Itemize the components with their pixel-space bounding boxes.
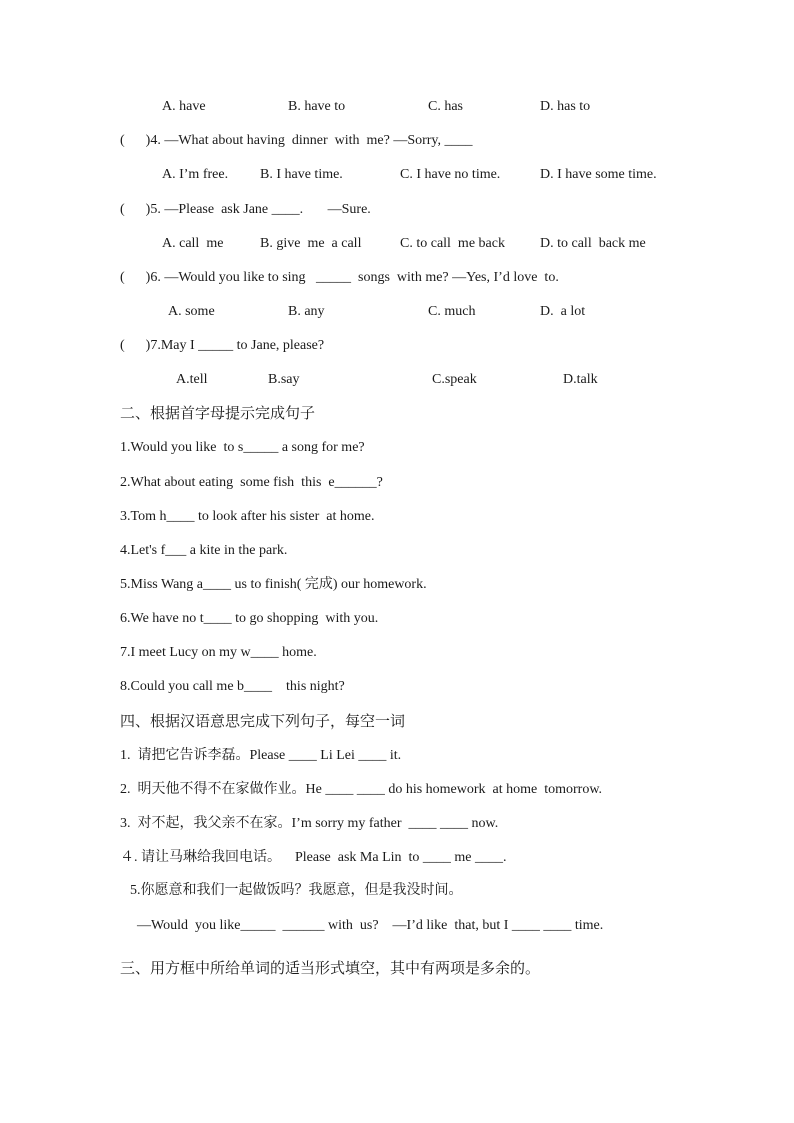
section4-item-5-english: —Would you like_____ ______ with us? —I’d like that, but I ____ ____ time. bbox=[137, 918, 604, 933]
q7-option-a: A.tell bbox=[176, 372, 208, 387]
section4-item-5: 5.你愿意和我们一起做饭吗？我愿意，但是我没时间。 bbox=[130, 883, 463, 898]
section2-title: 二、根据首字母提示完成句子 bbox=[120, 404, 316, 422]
section4-item-4: ４. 请让马琳给我回电话。 Please ask Ma Lin to ____ me ____. bbox=[120, 850, 507, 865]
q6-option-b: B. any bbox=[288, 304, 325, 319]
q5-option-a: A. call me bbox=[162, 236, 224, 251]
q3-option-a: A. have bbox=[162, 99, 206, 114]
section2-item-2: 2.What about eating some fish this e______? bbox=[120, 475, 383, 490]
section2-item-4: 4.Let's f___ a kite in the park. bbox=[120, 543, 288, 558]
section4-item-2: 2. 明天他不得不在家做作业。He ____ ____ do his homework at home tomorrow. bbox=[120, 782, 603, 797]
section4-item-3: 3. 对不起，我父亲不在家。I’m sorry my father ____ ____ now. bbox=[120, 816, 499, 831]
q6-option-c: C. much bbox=[428, 304, 476, 319]
q6-option-a: A. some bbox=[168, 304, 215, 319]
q3-option-d: D. has to bbox=[540, 99, 591, 114]
q6-option-d: D. a lot bbox=[540, 304, 586, 319]
q3-option-b: B. have to bbox=[288, 99, 346, 114]
q4-option-a: A. I’m free. bbox=[162, 167, 229, 182]
section4-item-1: 1. 请把它告诉李磊。Please ____ Li Lei ____ it. bbox=[120, 748, 402, 763]
q4-stem: ( )4. —What about having dinner with me? —Sorry, ____ bbox=[120, 133, 473, 148]
q7-option-c: C.speak bbox=[432, 372, 477, 387]
section2-item-6: 6.We have no t____ to go shopping with you. bbox=[120, 611, 379, 626]
q4-option-c: C. I have no time. bbox=[400, 167, 501, 182]
q3-option-c: C. has bbox=[428, 99, 463, 114]
section3-title: 三、用方框中所给单词的适当形式填空，其中有两项是多余的。 bbox=[120, 959, 541, 977]
q4-option-b: B. I have time. bbox=[260, 167, 343, 182]
q5-option-d: D. to call back me bbox=[540, 236, 646, 251]
q7-stem: ( )7.May I _____ to Jane, please? bbox=[120, 338, 325, 353]
section2-item-1: 1.Would you like to s_____ a song for me? bbox=[120, 440, 365, 455]
q5-option-b: B. give me a call bbox=[260, 236, 362, 251]
section4-title: 四、根据汉语意思完成下列句子，每空一词 bbox=[120, 712, 406, 730]
q4-option-d: D. I have some time. bbox=[540, 167, 657, 182]
q7-option-b: B.say bbox=[268, 372, 300, 387]
q7-option-d: D.talk bbox=[563, 372, 598, 387]
section2-item-8: 8.Could you call me b____ this night? bbox=[120, 679, 345, 694]
section2-item-7: 7.I meet Lucy on my w____ home. bbox=[120, 645, 317, 660]
section2-item-5: 5.Miss Wang a____ us to finish( 完成) our homework. bbox=[120, 577, 427, 592]
q6-stem: ( )6. —Would you like to sing _____ songs with me? —Yes, I’d love to. bbox=[120, 270, 559, 285]
q5-option-c: C. to call me back bbox=[400, 236, 505, 251]
section2-item-3: 3.Tom h____ to look after his sister at home. bbox=[120, 509, 375, 524]
q5-stem: ( )5. —Please ask Jane ____. —Sure. bbox=[120, 202, 371, 217]
